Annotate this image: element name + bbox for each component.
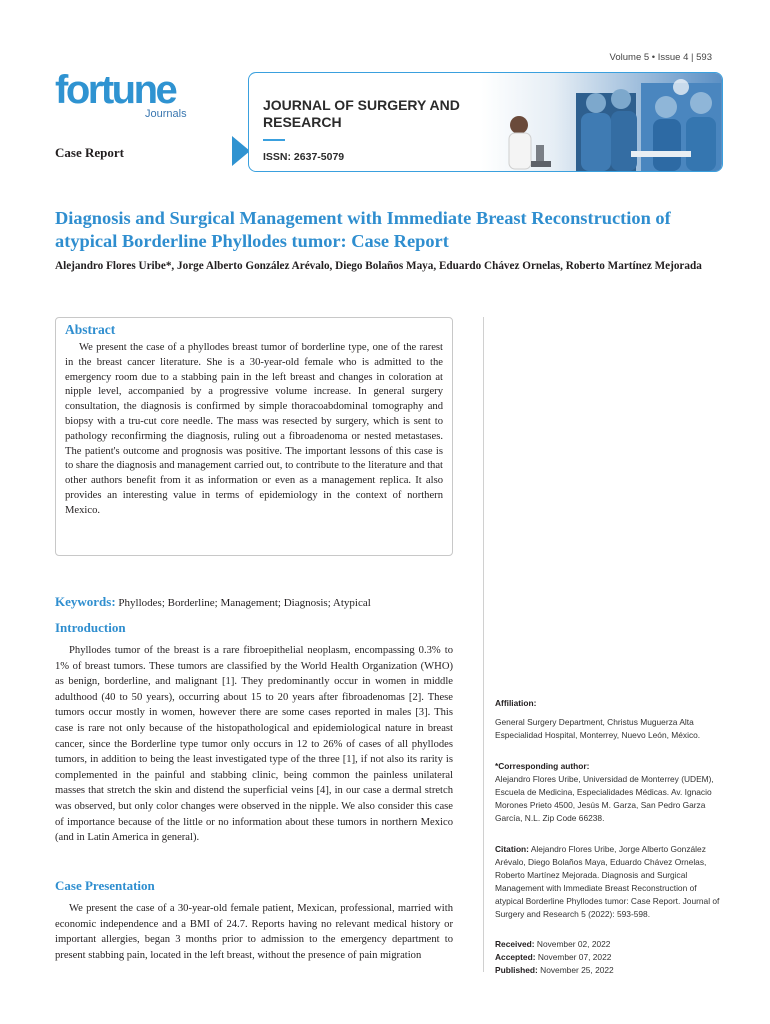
article-title: Diagnosis and Surgical Management with Immediate Breast Reconstruction of atypical Borderline Phyllodes tumor: Case Report — [55, 208, 671, 251]
journal-logo — [55, 68, 195, 124]
published-label: Published: — [495, 965, 538, 975]
volume-issue-page: Volume 5 • Issue 4 | 593 — [609, 52, 712, 63]
surgery-photo-image — [481, 73, 723, 171]
logo-subtitle: Journals — [145, 108, 187, 120]
published-line — [495, 964, 727, 977]
citation-block — [495, 843, 727, 921]
accepted-label: Accepted: — [495, 952, 536, 962]
article-type-label: Case Report — [55, 145, 124, 160]
logo-wordmark: fortune — [55, 68, 176, 112]
accepted-date: November 07, 2022 — [537, 952, 612, 962]
affiliation-block — [495, 697, 727, 742]
banner-journal-title: JOURNAL OF SURGERY AND RESEARCH — [263, 97, 460, 130]
keywords-heading: Keywords: — [55, 594, 116, 609]
introduction-text: Phyllodes tumor of the breast is a rare fibroepithelial neoplasm, encompassing 0.3% to 1% of breast tumors. These tumors are classified by the World Health Organization (WHO) as benign, borderline, and malignant [1]. They predominantly occur in women in middle adulthood (40 to 50 years), occurring about 15 to 20 years after fibroadenomas [2]. These tumors occur mostly in women, however there are some cases reported in males [3]. This case is rare not only because of the histopathological and epidemiological nature in breast cancer, since the Borderline type tumor only occurs in 12 to 26% of cases of all phyllodes tumors, in addition to being the least investigated type of the three [1], if not also its rarity is complemented in the painful and stabbing clinic, being common the painless unilateral masses that stretch the skin and distend the superficial veins [4], in our case a dermal stretch was observed, but only color changes were observed in the nipple. We also consider this case of importance because of the little or no information about these tumors in northern Mexico (and in Latin America in general). — [55, 645, 453, 844]
corresponding-author-block — [495, 760, 727, 825]
journal-banner — [248, 72, 723, 172]
accepted-line — [495, 951, 727, 964]
received-date: November 02, 2022 — [536, 939, 611, 949]
affiliation-label: Affiliation: — [495, 698, 537, 708]
keywords — [55, 594, 371, 610]
column-divider — [483, 317, 484, 972]
keywords-text: Phyllodes; Borderline; Management; Diagnosis; Atypical — [118, 597, 371, 609]
abstract-text: We present the case of a phyllodes breast tumor of borderline type, one of the rarest in the breast cancer literature. She is a 30-year-old female who is admitted to the emergency room due to a stabbing pain in the left breast and changes in coloration at nipple level, accompanied by a progressive volume increase. In general surgery consultation, the diagnosis is confirmed by simple thoracoabdominal tomography and biopsy with a tru-cut core needle. The mass was resected by surgery, which is sent to pathology reconfirming the diagnosis, ruling out a fibroadenoma or nested metastases. The patient's outcome and prognosis was positive. The important lessons of this case is to share the diagnosis and management carried out, to contribute to the literature and that other authors benefit from it as information or even as a management replica. It also provides an interesting value in terms of epidemiology in the context of northern Mexico. — [65, 342, 443, 516]
dates-block — [495, 938, 727, 977]
citation-label: Citation: — [495, 844, 529, 854]
affiliation-text: General Surgery Department, Christus Muguerza Alta Especialidad Hospital, Monterrey, Nuevo León, México. — [495, 717, 701, 740]
case-presentation-heading: Case Presentation — [55, 878, 155, 893]
abstract-box — [55, 317, 453, 556]
citation-text: Alejandro Flores Uribe, Jorge Alberto González Arévalo, Diego Bolaños Maya, Eduardo Chávez Ornelas, Roberto Martínez Mejorada. Diagnosis and Surgical Management with Immediate Breast Reconstruction of atypical Borderline Phyllodes tumor: Case Report. Journal of Surgery and Research 5 (2022): 593-598. — [495, 844, 720, 919]
author-list: Alejandro Flores Uribe*, Jorge Alberto González Arévalo, Diego Bolaños Maya, Eduardo Chávez Ornelas, Roberto Martínez Mejorada — [55, 260, 702, 272]
banner-issn: ISSN: 2637-5079 — [263, 151, 345, 163]
corresponding-text: Alejandro Flores Uribe, Universidad de Monterrey (UDEM), Escuela de Medicina, Especialidades Médicas. Av. Ignacio Morones Prieto 4500, Jesús M. Garza, San Pedro Garza García, N.L. Zip Code 66238. — [495, 774, 714, 823]
received-label: Received: — [495, 939, 535, 949]
corresponding-label: *Corresponding author: — [495, 761, 590, 771]
abstract-heading: Abstract — [65, 322, 116, 337]
introduction-heading: Introduction — [55, 620, 126, 635]
received-line — [495, 938, 727, 951]
banner-divider — [263, 139, 285, 141]
published-date: November 25, 2022 — [540, 965, 614, 975]
case-presentation-text: We present the case of a 30-year-old female patient, Mexican, professional, married with economic independence and a BMI of 24.7. Reports having no relevant medical history or important allergies, began 3 months prior to admission to the emergency department to present stabbing pain, located in the left breast, without the presence of pain migration — [55, 903, 453, 961]
